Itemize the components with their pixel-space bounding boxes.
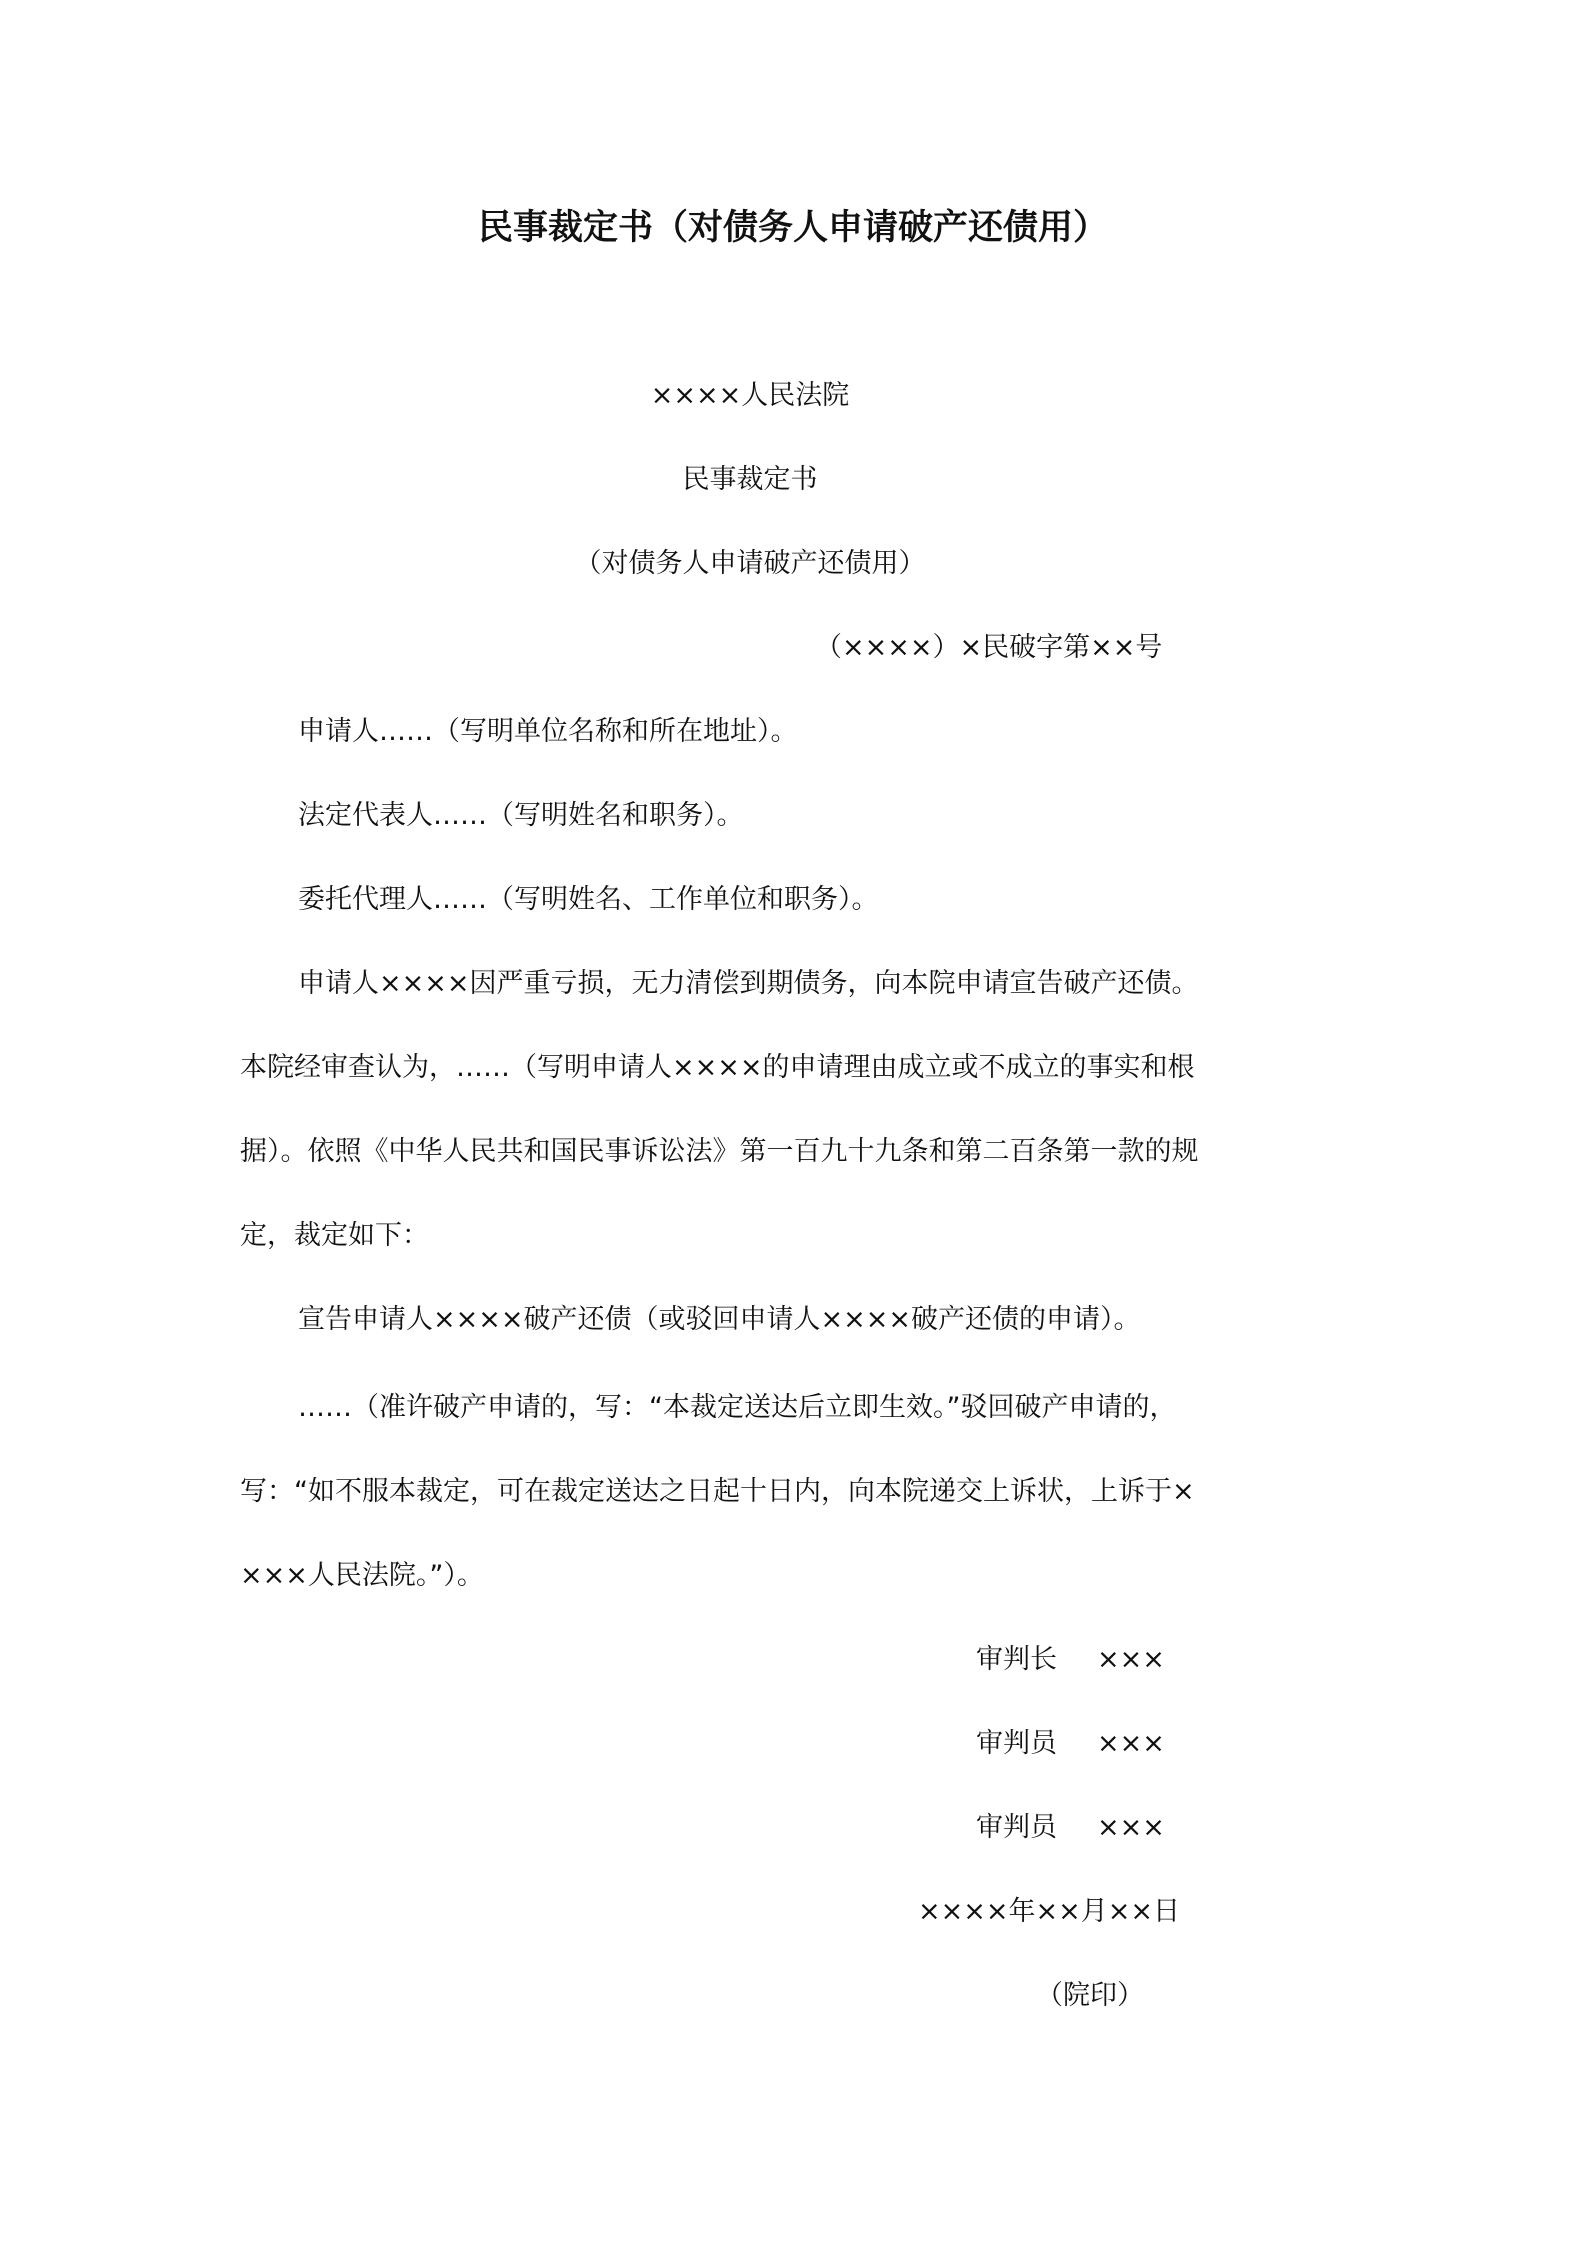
reasoning-line-1: 申请人××××因严重亏损，无力清偿到期债务，向本院申请宣告破产还债。 (298, 968, 1199, 999)
effect-line-3: ×××人民法院。”）。 (240, 1560, 484, 1591)
signature-presiding-judge (976, 1640, 1165, 1680)
party-applicant: 申请人……（写明单位名称和所在地址）。 (298, 716, 798, 747)
court-name: ××××人民法院 (650, 380, 850, 411)
document-title: 民事裁定书（对债务人申请破产还债用） (477, 208, 1108, 248)
ruling-text: 宣告申请人××××破产还债（或驳回申请人××××破产还债的申请）。 (298, 1304, 1141, 1335)
party-legal-rep: 法定代表人……（写明姓名和职务）。 (298, 800, 744, 831)
effect-line-1: ……（准许破产申请的，写：“本裁定送达后立即生效。”驳回破产申请的， (298, 1392, 1177, 1423)
signature-name: ××× (1097, 1812, 1165, 1843)
case-number: （××××）×民破字第××号 (815, 632, 1163, 663)
signature-name: ××× (1097, 1728, 1165, 1759)
reasoning-line-4: 定，裁定如下： (240, 1220, 429, 1251)
signature-role: 审判长 (976, 1644, 1057, 1675)
reasoning-line-3: 据）。依照《中华人民共和国民事诉讼法》第一百九十九条和第二百条第一款的规 (240, 1136, 1199, 1167)
signature-role: 审判员 (976, 1728, 1057, 1759)
signature-role: 审判员 (976, 1812, 1057, 1843)
court-seal: （院印） (1036, 1980, 1144, 2011)
effect-line-2: 写：“如不服本裁定，可在裁定送达之日起十日内，向本院递交上诉状，上诉于× (240, 1476, 1195, 1507)
signature-judge-1 (976, 1724, 1165, 1764)
doc-type: 民事裁定书 (682, 464, 818, 495)
signature-name: ××× (1097, 1644, 1165, 1675)
party-agent: 委托代理人……（写明姓名、工作单位和职务）。 (298, 884, 879, 915)
signature-judge-2 (976, 1808, 1165, 1848)
reasoning-line-2: 本院经审查认为，……（写明申请人××××的申请理由成立或不成立的事实和根 (240, 1052, 1195, 1083)
ruling-date: ××××年××月××日 (918, 1896, 1180, 1927)
doc-subtitle: （对债务人申请破产还债用） (574, 548, 926, 579)
